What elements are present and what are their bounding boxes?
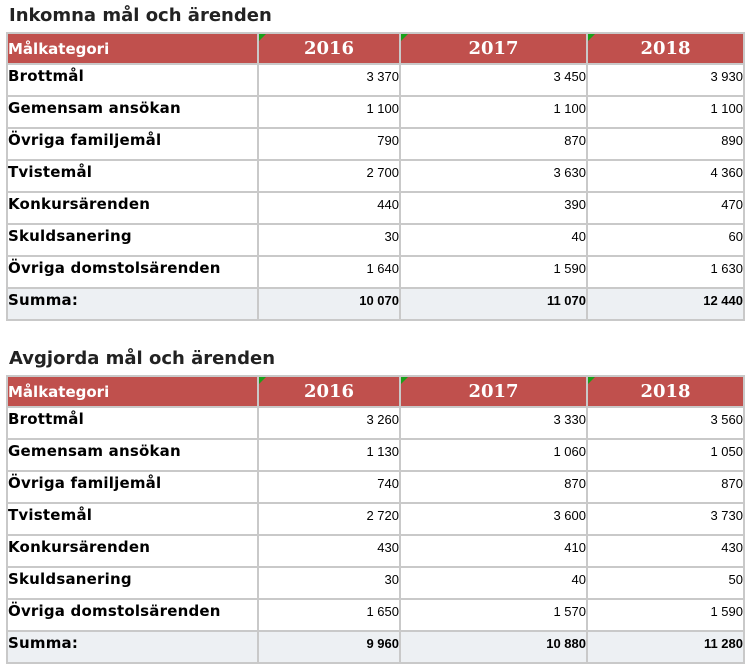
year-label: 2017 (468, 38, 519, 59)
year-label: 2016 (303, 381, 355, 402)
column-header-year (587, 376, 744, 407)
cell-value: 890 (587, 128, 744, 160)
cell-value: 2 720 (258, 503, 400, 535)
comment-marker-icon (259, 34, 266, 41)
cell-value: 3 560 (587, 407, 744, 439)
cell-value: 30 (258, 224, 400, 256)
table-row (7, 503, 744, 535)
row-label: Tvistemål (7, 160, 258, 192)
total-value: 10 880 (400, 631, 587, 663)
row-label: Konkursärenden (7, 535, 258, 567)
incoming-section (6, 4, 743, 321)
decided-title: Avgjorda mål och ärenden (9, 348, 276, 369)
decided-section (6, 347, 743, 664)
row-label: Gemensam ansökan (7, 439, 258, 471)
table-row (7, 192, 744, 224)
year-label: 2016 (303, 38, 355, 59)
comment-marker-icon (401, 34, 408, 41)
column-header-year (587, 33, 744, 64)
cell-value: 1 570 (400, 599, 587, 631)
row-label: Övriga familjemål (7, 471, 258, 503)
cell-value: 410 (400, 535, 587, 567)
row-label: Övriga familjemål (7, 128, 258, 160)
column-header-category: Målkategori (7, 376, 258, 407)
table-row (7, 224, 744, 256)
cell-value: 1 590 (587, 599, 744, 631)
cell-value: 390 (400, 192, 587, 224)
row-label: Skuldsanering (7, 224, 258, 256)
row-label: Övriga domstolsärenden (7, 256, 258, 288)
table-row (7, 64, 744, 96)
cell-value: 3 330 (400, 407, 587, 439)
row-label: Tvistemål (7, 503, 258, 535)
decided-table (6, 375, 745, 664)
comment-marker-icon (588, 377, 595, 384)
cell-value: 1 650 (258, 599, 400, 631)
total-row (7, 631, 744, 663)
cell-value: 3 260 (258, 407, 400, 439)
row-label: Skuldsanering (7, 567, 258, 599)
cell-value: 3 370 (258, 64, 400, 96)
row-label: Övriga domstolsärenden (7, 599, 258, 631)
cell-value: 430 (258, 535, 400, 567)
table-row (7, 439, 744, 471)
cell-value: 790 (258, 128, 400, 160)
row-label: Konkursärenden (7, 192, 258, 224)
incoming-table (6, 32, 745, 321)
comment-marker-icon (401, 377, 408, 384)
column-header-year (258, 33, 400, 64)
total-value: 12 440 (587, 288, 744, 320)
year-label: 2017 (468, 381, 519, 402)
cell-value: 60 (587, 224, 744, 256)
column-header-year (400, 33, 587, 64)
cell-value: 3 600 (400, 503, 587, 535)
cell-value: 1 100 (587, 96, 744, 128)
table-row (7, 567, 744, 599)
total-value: 10 070 (258, 288, 400, 320)
cell-value: 1 590 (400, 256, 587, 288)
cell-value: 1 050 (587, 439, 744, 471)
table-row (7, 471, 744, 503)
cell-value: 870 (587, 471, 744, 503)
cell-value: 40 (400, 224, 587, 256)
cell-value: 50 (587, 567, 744, 599)
row-label: Gemensam ansökan (7, 96, 258, 128)
cell-value: 3 630 (400, 160, 587, 192)
cell-value: 430 (587, 535, 744, 567)
total-label: Summa: (7, 631, 258, 663)
total-row (7, 288, 744, 320)
cell-value: 1 130 (258, 439, 400, 471)
table-row (7, 160, 744, 192)
column-header-category: Målkategori (7, 33, 258, 64)
column-header-year (400, 376, 587, 407)
header-row (7, 33, 744, 64)
cell-value: 2 700 (258, 160, 400, 192)
table-row (7, 407, 744, 439)
comment-marker-icon (259, 377, 266, 384)
cell-value: 740 (258, 471, 400, 503)
cell-value: 1 100 (258, 96, 400, 128)
cell-value: 1 100 (400, 96, 587, 128)
cell-value: 870 (400, 128, 587, 160)
table-row (7, 256, 744, 288)
total-value: 11 070 (400, 288, 587, 320)
cell-value: 1 060 (400, 439, 587, 471)
cell-value: 1 630 (587, 256, 744, 288)
cell-value: 470 (587, 192, 744, 224)
cell-value: 40 (400, 567, 587, 599)
incoming-title: Inkomna mål och ärenden (9, 5, 272, 26)
header-row (7, 376, 744, 407)
cell-value: 440 (258, 192, 400, 224)
cell-value: 30 (258, 567, 400, 599)
cell-value: 3 930 (587, 64, 744, 96)
row-label: Brottmål (7, 407, 258, 439)
row-label: Brottmål (7, 64, 258, 96)
column-header-year (258, 376, 400, 407)
cell-value: 3 450 (400, 64, 587, 96)
total-value: 9 960 (258, 631, 400, 663)
cell-value: 4 360 (587, 160, 744, 192)
cell-value: 3 730 (587, 503, 744, 535)
table-row (7, 535, 744, 567)
total-label: Summa: (7, 288, 258, 320)
table-row (7, 599, 744, 631)
year-label: 2018 (640, 381, 691, 402)
year-label: 2018 (640, 38, 691, 59)
comment-marker-icon (588, 34, 595, 41)
table-row (7, 128, 744, 160)
cell-value: 870 (400, 471, 587, 503)
total-value: 11 280 (587, 631, 744, 663)
table-row (7, 96, 744, 128)
cell-value: 1 640 (258, 256, 400, 288)
